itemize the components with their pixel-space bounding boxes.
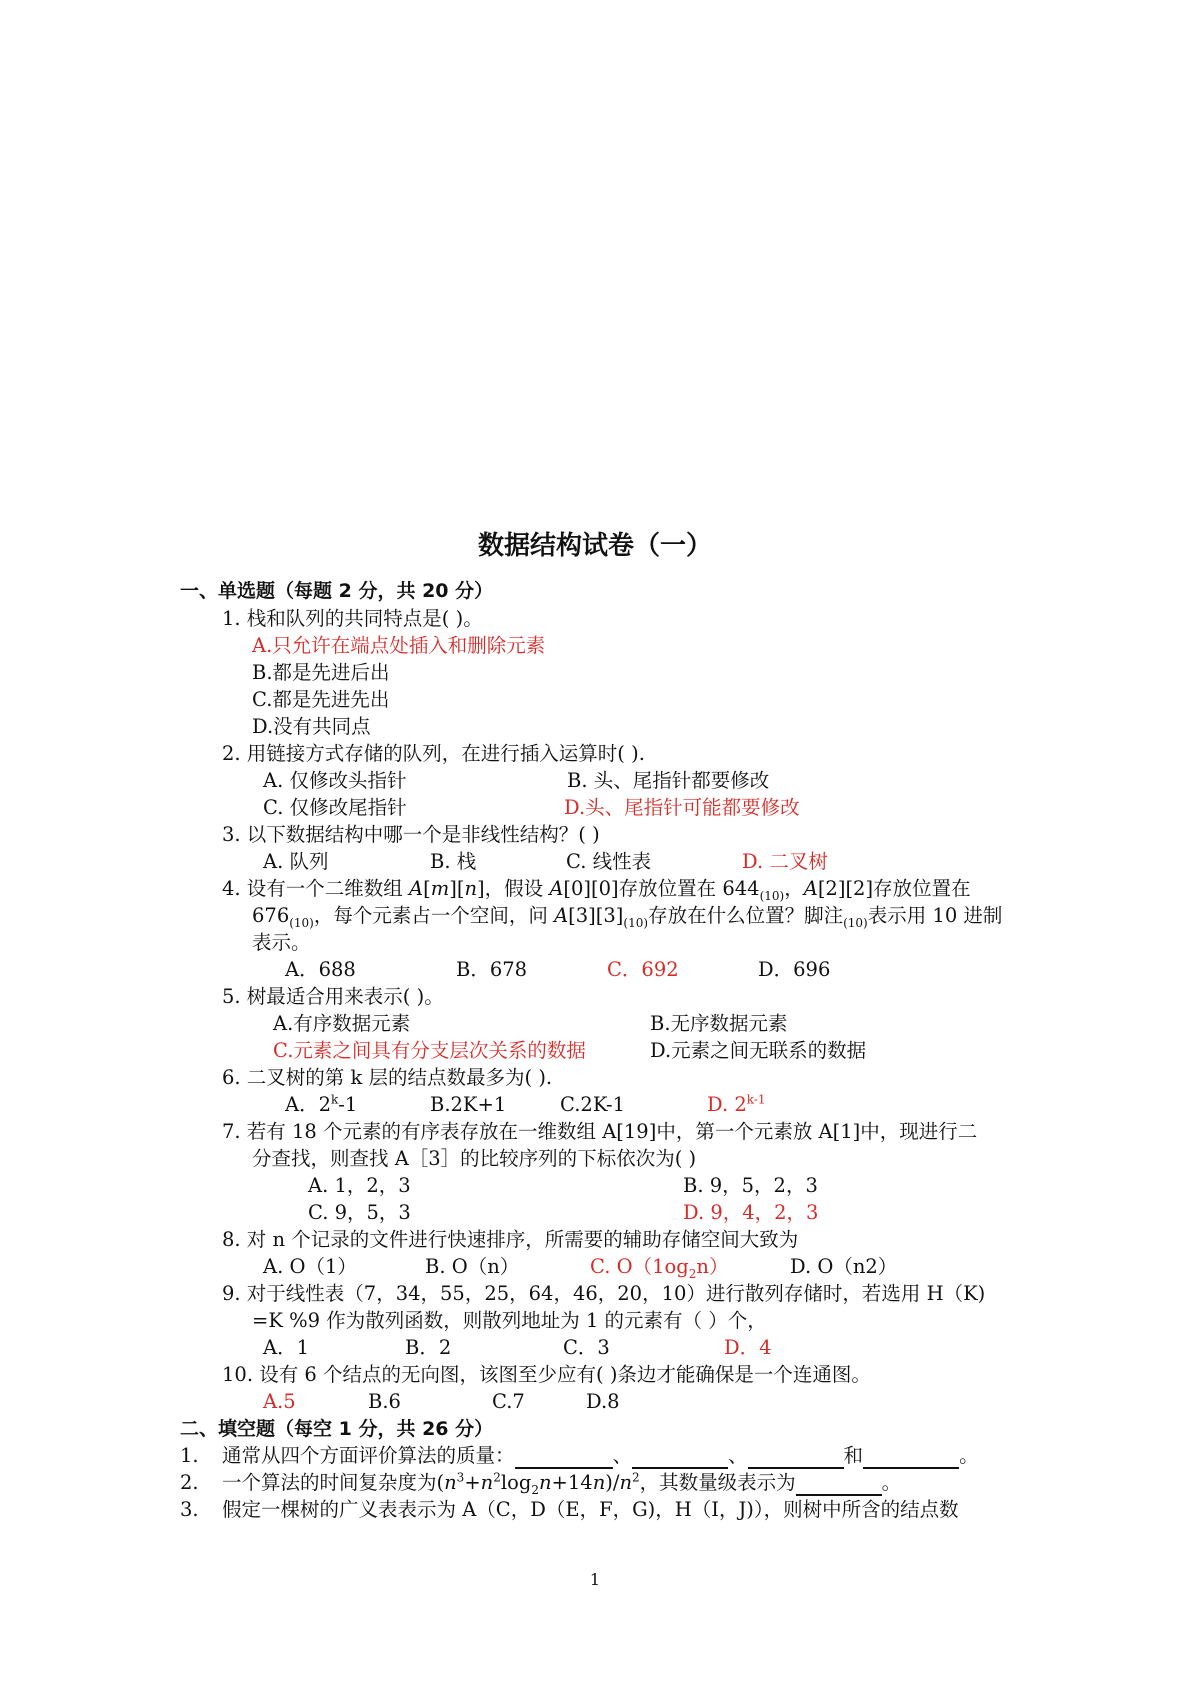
fill-blank[interactable] <box>515 1447 613 1469</box>
question-9-option-a: A．1 <box>263 1336 309 1359</box>
question-6-option-c: C.2K-1 <box>560 1093 625 1116</box>
question-4-stem-line-1: 4. 设有一个二维数组 A[m][n]，假设 A[0][0]存放位置在 $644_{(10)}$，A[2][2]存放位置在 <box>222 877 971 903</box>
fill-blank[interactable] <box>863 1447 959 1469</box>
question-4-option-a: A．688 <box>285 958 356 981</box>
question-7-option-b: B. 9，5，2，3 <box>683 1174 818 1197</box>
question-3-option-b: B. 栈 <box>430 850 477 873</box>
question-5-option-b: B.无序数据元素 <box>650 1012 788 1035</box>
question-4-stem-line-2: $676_{(10)}$，每个元素占一个空间，问 $A[3][3]_{(10)}$存放在什么位置？脚注$_{(10)}$表示用 10 进制 <box>252 904 1003 930</box>
question-5-option-a: A.有序数据元素 <box>273 1012 411 1035</box>
question-6-option-b: B.2K+1 <box>430 1093 507 1116</box>
question-2-option-a: A. 仅修改头指针 <box>263 769 407 792</box>
question-9-option-c: C．3 <box>563 1336 610 1359</box>
question-7-option-a: A. 1，2，3 <box>308 1174 411 1197</box>
question-3-option-a: A. 队列 <box>263 850 329 873</box>
question-9-option-b: B．2 <box>405 1336 452 1359</box>
question-3-stem: 3. 以下数据结构中哪一个是非线性结构？( ) <box>222 823 600 846</box>
question-8-option-b: B. O（n） <box>425 1255 520 1278</box>
question-4-stem-line-3: 表示。 <box>252 931 311 954</box>
question-1-option-d: D.没有共同点 <box>252 715 371 738</box>
question-10-option-c: C.7 <box>492 1390 525 1413</box>
question-7-stem-line-1: 7. 若有 18 个元素的有序表存放在一维数组 A[19]中，第一个元素放 A[1]中，现进行二 <box>222 1120 978 1143</box>
question-4-option-c: C．692 <box>607 958 679 981</box>
question-1-option-c: C.都是先进先出 <box>252 688 390 711</box>
fill-question-3: 3. 假定一棵树的广义表表示为 A（C，D（E，F，G)，H（I，J)），则树中所含的结点数 <box>180 1498 959 1521</box>
question-2-option-d: D.头、尾指针可能都要修改 <box>564 796 800 819</box>
fill-question-1: 1. 通常从四个方面评价算法的质量： 、 、 和 。 <box>180 1444 979 1467</box>
question-5-option-c: C.元素之间具有分支层次关系的数据 <box>273 1039 586 1062</box>
question-6-option-a: A．2$^k$-1 <box>285 1092 358 1116</box>
question-1-option-b: B.都是先进后出 <box>252 661 390 684</box>
page-title: 数据结构试卷（一） <box>477 531 712 561</box>
question-7-stem-line-2: 分查找，则查找 A［3］的比较序列的下标依次为( ) <box>252 1147 697 1170</box>
fill-blank[interactable] <box>748 1447 844 1469</box>
question-4-option-d: D．696 <box>758 958 831 981</box>
fill-blank[interactable] <box>632 1447 728 1469</box>
question-2-option-b: B. 头、尾指针都要修改 <box>567 769 770 792</box>
question-8-option-a: A. O（1） <box>263 1255 357 1278</box>
question-10-option-d: D.8 <box>586 1390 620 1413</box>
question-7-option-c: C. 9，5，3 <box>308 1201 411 1224</box>
question-6-option-d: D. 2$^{k-1}$ <box>707 1092 766 1116</box>
question-10-option-a: A.5 <box>263 1390 296 1413</box>
question-6-stem: 6. 二叉树的第 k 层的结点数最多为( ). <box>222 1066 553 1089</box>
section-heading-fill-in: 二、填空题（每空 1 分，共 26 分） <box>180 1418 494 1440</box>
question-10-option-b: B.6 <box>368 1390 401 1413</box>
question-2-stem: 2. 用链接方式存储的队列，在进行插入运算时( ). <box>222 742 645 765</box>
question-7-option-d: D. 9，4，2，3 <box>683 1201 819 1224</box>
question-9-option-d: D．4 <box>724 1336 772 1359</box>
question-3-option-d: D. 二叉树 <box>742 850 828 873</box>
question-9-stem-line-1: 9. 对于线性表（7，34，55，25，64，46，20，10）进行散列存储时，若选用 H（K) <box>222 1282 986 1305</box>
section-heading-single-choice: 一、单选题（每题 2 分，共 20 分） <box>180 580 494 602</box>
question-4-option-b: B．678 <box>456 958 528 981</box>
question-5-stem: 5. 树最适合用来表示( )。 <box>222 985 444 1008</box>
question-5-option-d: D.元素之间无联系的数据 <box>650 1039 867 1062</box>
question-2-option-c: C. 仅修改尾指针 <box>263 796 407 819</box>
question-1-option-a: A.只允许在端点处插入和删除元素 <box>252 634 546 657</box>
question-8-option-d: D. O（n2） <box>790 1255 898 1278</box>
question-10-stem: 10. 设有 6 个结点的无向图，该图至少应有( )条边才能确保是一个连通图。 <box>222 1363 871 1386</box>
question-3-option-c: C. 线性表 <box>566 850 652 873</box>
question-8-stem: 8. 对 n 个记录的文件进行快速排序，所需要的辅助存储空间大致为 <box>222 1228 799 1251</box>
fill-question-2: 2. 一个算法的时间复杂度为$(n^3+n^2\log_2n+14n)/n^2$，其数量级表示为 。 <box>180 1470 902 1497</box>
question-9-stem-line-2: =K %9 作为散列函数，则散列地址为 1 的元素有（ ）个， <box>252 1309 767 1332</box>
question-1-stem: 1. 栈和队列的共同特点是( )。 <box>222 607 483 630</box>
page-number: 1 <box>589 1570 601 1589</box>
fill-blank[interactable] <box>796 1474 882 1496</box>
question-8-option-c: C. $O(1og_2n)$ <box>590 1255 729 1281</box>
